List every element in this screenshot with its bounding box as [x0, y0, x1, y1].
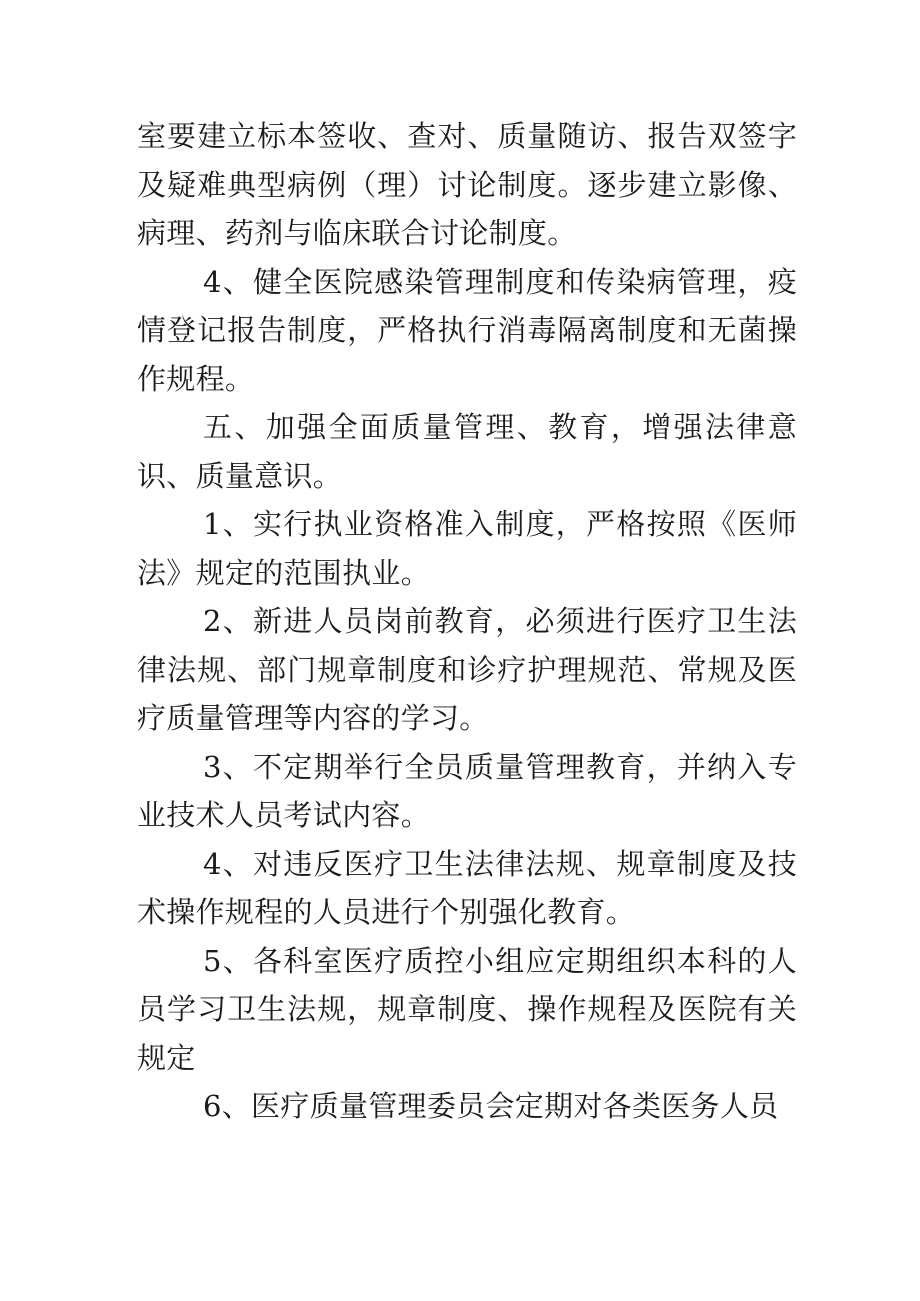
- paragraph-6: 3、不定期举行全员质量管理教育，并纳入专业技术人员考试内容。: [137, 749, 797, 832]
- paragraph-4: 1、实行执业资格准入制度，严格按照《医师法》规定的范围执业。: [137, 507, 797, 590]
- paragraph-1: 室要建立标本签收、查对、质量随访、报告双签字及疑难典型病例（理）讨论制度。逐步建立影像、病理、药剂与临床联合讨论制度。: [137, 119, 797, 250]
- paragraph-2: 4、健全医院感染管理制度和传染病管理，疫情登记报告制度，严格执行消毒隔离制度和无菌操作规程。: [137, 264, 797, 396]
- paragraph-7: 4、对违反医疗卫生法律法规、规章制度及技术操作规程的人员进行个别强化教育。: [137, 846, 797, 929]
- paragraph-9: 6、医疗质量管理委员会定期对各类医务人员: [203, 1089, 779, 1123]
- paragraph-5: 2、新进人员岗前教育，必须进行医疗卫生法律法规、部门规章制度和诊疗护理规范、常规及医疗质量管理等内容的学习。: [137, 604, 797, 735]
- paragraph-8: 5、各科室医疗质控小组应定期组织本科的人员学习卫生法规，规章制度、操作规程及医院有关规定: [137, 943, 797, 1075]
- document-body: [137, 112, 797, 1131]
- paragraph-3: 五、加强全面质量管理、教育，增强法律意识、质量意识。: [137, 410, 797, 493]
